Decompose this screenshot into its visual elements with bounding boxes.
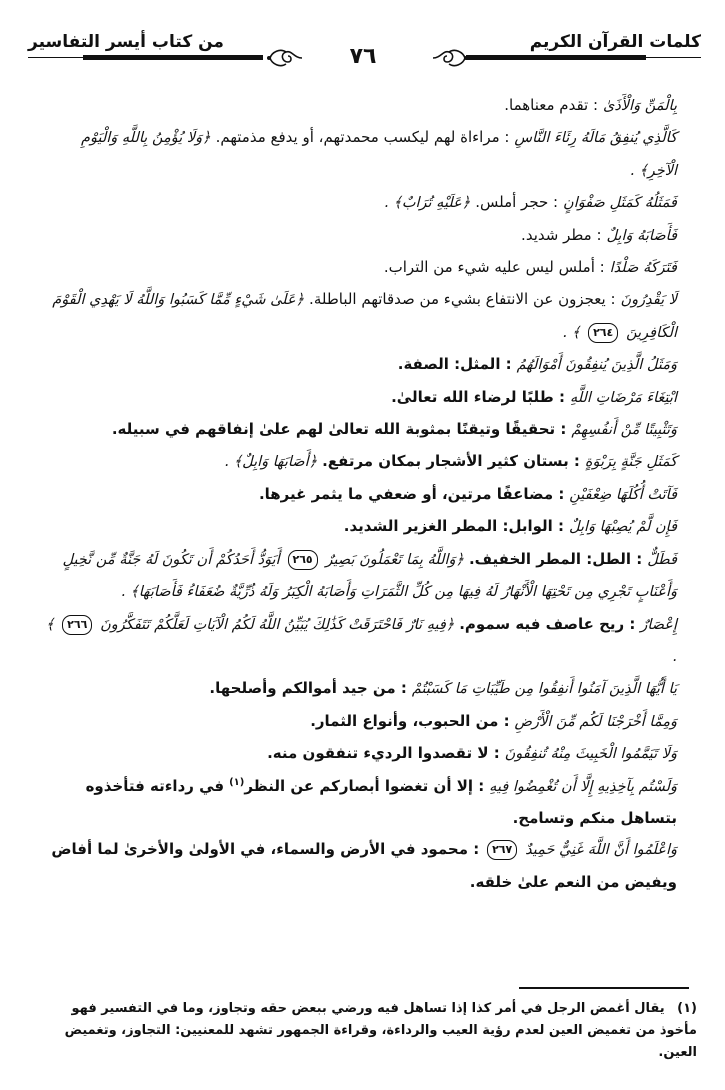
quran-phrase: فَطَلٌّ [647,551,677,568]
quran-quote: ﴿عَلَىٰ شَيْءٍ مِّمَّا كَسَبُوا وَاللَّهُ لَا يَهْدِي الْقَوْمَ الْكَافِرِينَ [52,292,677,341]
ayah-number-badge: ٢٦٦ [62,615,92,635]
glossary-entry [40,834,689,898]
quran-phrase: يَا أَيُّهَا الَّذِينَ آمَنُوا أَنفِقُوا مِن طَيِّبَاتِ مَا كَسَبْتُمْ [411,681,677,698]
quran-phrase: وَاعْلَمُوا أَنَّ اللَّهَ غَنِيٌّ حَمِيدٌ [525,842,677,859]
glossary-entry [40,738,689,770]
footnote-reference[interactable]: (١) [229,776,245,788]
ayah-number-badge: ٢٦٧ [487,840,517,860]
glossary-entry [40,252,689,284]
page-number: ٧٦ [349,44,377,69]
quran-quote-tail: أَيَوَدُّ أَحَدُكُمْ أَن تَكُونَ لَهُ جَنَّةٌ مِّن نَّخِيلٍ وَأَعْنَابٍ تَجْرِي مِن تَحْتِهَا الْأَنْهَارُ لَهُ فِيهَا مِن كُلِّ الثَّمَرَاتِ وَأَصَابَهُ الْكِبَرُ وَلَهُ ذُرِّيَّةٌ ضُعَفَاءُ فَأَصَابَهَا﴾ . [62,551,677,601]
quran-phrase: وَتَثْبِيتًا مِّنْ أَنفُسِهِمْ [571,422,677,439]
quran-phrase: وَمَثَلُ الَّذِينَ يُنفِقُونَ أَمْوَالَهُمُ [516,357,677,374]
quran-phrase: كَالَّذِي يُنفِقُ مَالَهُ رِئَاءَ النَّاسِ [514,130,677,147]
ayah-number-badge: ٢٦٥ [288,550,318,570]
glossary-entry [40,187,689,219]
glossary-entry [40,771,689,835]
explanation: : إلا أن تغضوا أبصاركم عن النظر [244,776,485,795]
explanation: : طلبًا لرضاء الله تعالىٰ. [391,387,565,406]
quran-phrase: لَا يَقْدِرُونَ [620,292,677,309]
explanation: : ريح عاصف فيه سموم. [459,614,636,633]
book-title: كلمات القرآن الكريم [529,32,701,52]
explanation: : محمود في الأرض والسماء، في الأولىٰ والأخرىٰ لما أفاض ويفيض من النعم علىٰ خلقه. [51,840,677,891]
explanation: : تقدم معناهما. [504,96,599,114]
footnote-mark: (١) [677,1001,697,1016]
explanation: : أملس ليس عليه شيء من التراب. [383,258,605,277]
explanation: : الطل: المطر الخفيف. [468,549,643,568]
explanation: : لا تقصدوا الرديء تنفقون منه. [267,744,500,763]
quran-quote: ﴿أَصَابَهَا وَابِلٌ﴾ . [224,454,318,471]
explanation: : المثل: الصفة. [397,355,512,374]
glossary-entry [40,220,689,252]
quran-phrase: كَمَثَلِ جَنَّةٍ بِرَبْوَةٍ [584,454,677,471]
glossary-entry [40,446,689,478]
explanation: : مطر شديد. [521,225,602,244]
glossary-entry [40,382,689,414]
header-rule-left-thin [28,57,83,58]
footnote [40,998,697,1064]
glossary-entry [40,706,689,738]
explanation: : بستان كثير الأشجار بمكان مرتفع. [322,452,580,471]
explanation: : تحقيقًا وتيقنًا بمثوبة الله تعالىٰ لهم علىٰ إنفاقهم في سبيله. [111,420,567,439]
glossary-entry [40,414,689,446]
quran-quote-tail: ﴾ . [45,616,677,665]
quran-phrase: فَمَثَلُهُ كَمَثَلِ صَفْوَانٍ [563,195,677,212]
quran-quote: ﴿فِيهِ نَارٌ فَاحْتَرَقَتْ كَذَٰلِكَ يُبَيِّنُ اللَّهُ لَكُمُ الْآيَاتِ لَعَلَّكُمْ تَتَفَكَّرُونَ [100,616,455,633]
explanation: : مراءاة لهم ليكسب محمدتهم، أو يدفع مذمتهم. [215,128,510,147]
quran-phrase: فَإِن لَّمْ يُصِبْهَا وَابِلٌ [568,519,677,536]
glossary-entry [40,544,689,609]
quran-phrase: فَأَصَابَهُ وَابِلٌ [606,227,677,244]
explanation-continued: في رداءته فتأخذوه بتساهل منكم وتسامح. [85,776,677,827]
glossary-entry [40,122,689,187]
quran-phrase: وَلَا تَيَمَّمُوا الْخَبِيثَ مِنْهُ تُنفِقُونَ [504,746,677,763]
header-rule-right-thin [646,57,701,58]
ayah-number-badge: ٢٦٤ [588,323,618,343]
header-ornament-bar [28,46,701,70]
header-rule-left-thick [83,55,263,60]
quran-quote: ﴿وَلَا يُؤْمِنُ بِاللَّهِ وَالْيَوْمِ الْآخِرِ﴾ . [81,130,677,179]
header-rule-right-thick [466,55,646,60]
quran-phrase: فَآتَتْ أُكُلَهَا ضِعْفَيْنِ [569,486,677,503]
glossary-entry [40,284,689,349]
explanation: : حجر أملس. [475,193,559,212]
glossary-entry [40,349,689,381]
quran-quote: ﴿عَلَيْهِ تُرَابٌ﴾ . [384,195,471,212]
page-header [28,18,701,82]
glossary-content [40,90,689,898]
quran-phrase: ابْتِغَاءَ مَرْضَاتِ اللَّهِ [569,389,677,406]
quran-phrase: بِالْمَنِّ وَالْأَذَىٰ [602,98,677,114]
explanation: : الوابل: المطر الغزير الشديد. [343,517,565,536]
quran-phrase: وَمِمَّا أَخْرَجْنَا لَكُم مِّنَ الْأَرْضِ [514,713,677,730]
explanation: : يعجزون عن الانتفاع بشيء من صدقاتهم الباطلة. [309,290,616,309]
glossary-entry [40,479,689,511]
footnote-separator [519,987,689,989]
quran-quote: ﴿وَاللَّهُ بِمَا تَعْمَلُونَ بَصِيرٌ [325,551,465,568]
glossary-entry [40,90,689,122]
explanation: : من الحبوب، وأنواع الثمار. [310,711,510,730]
explanation: : من جيد أموالكم وأصلحها. [209,679,407,698]
glossary-entry [40,511,689,543]
quran-phrase: فَتَرَكَهُ صَلْدًا [609,260,677,277]
glossary-entry [40,609,689,674]
source-title: من كتاب أيسر التفاسير [28,32,224,52]
quran-quote-tail: ﴾ . [562,324,581,341]
footnote-text: يقال أغمض الرجل في أمر كذا إذا تساهل فيه ورضي ببعض حقه وتجاوز، وما في التفسير فهو مأخوذ من تغميض العين لعدم رؤية العيب والرداءة، وقراءة الجمهور تشهد للمعنيين: التجاوز، وتغميض العين. [64,1001,697,1060]
quran-phrase: إِعْصَارٌ [640,616,677,633]
glossary-entry [40,673,689,705]
quran-phrase: وَلَسْتُم بِآخِذِيهِ إِلَّا أَن تُغْمِضُوا فِيهِ [489,778,677,795]
flourish-ornament-right-icon [431,46,471,70]
explanation: : مضاعفًا مرتين، أو ضعفي ما يثمر غيرها. [258,484,565,503]
